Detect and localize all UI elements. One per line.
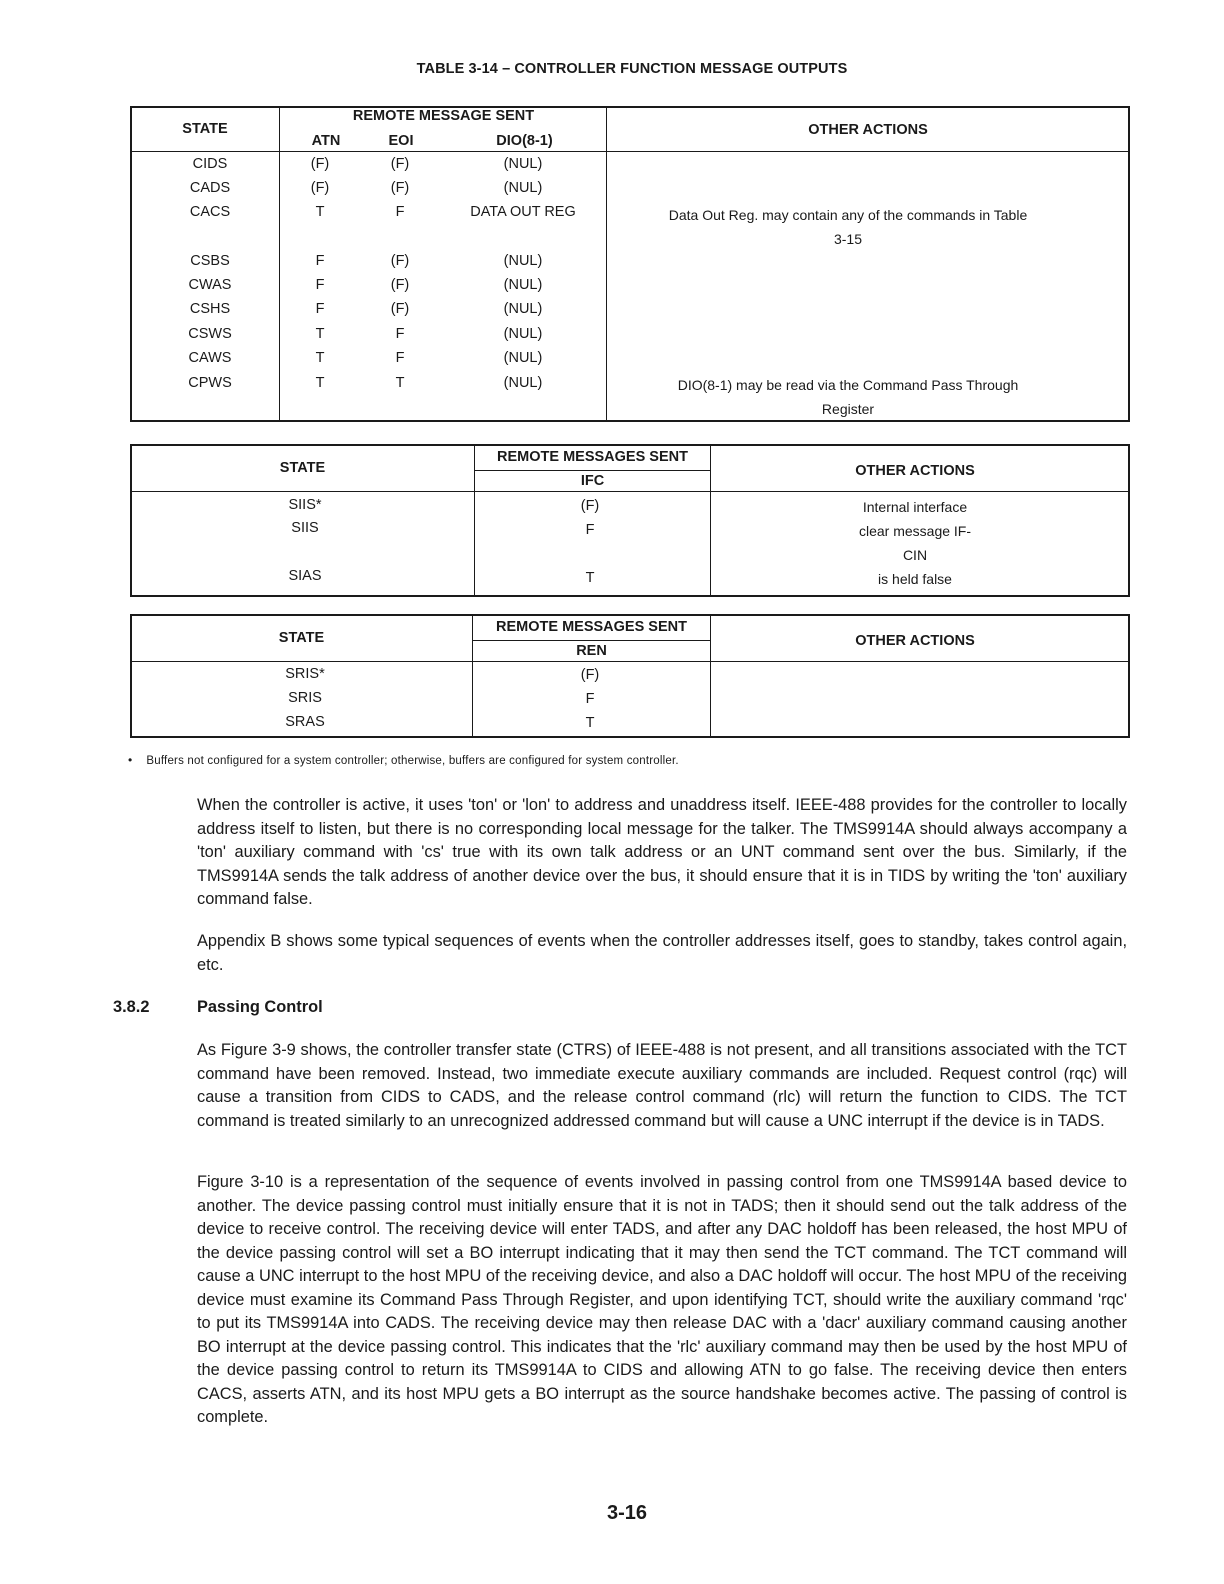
table-1-action-text: Data Out Reg. may contain any of the commands in Table bbox=[668, 207, 1028, 223]
table-2-state-cell: SIIS* bbox=[288, 497, 322, 513]
footnote-marker: • bbox=[128, 753, 133, 767]
table-3-subheader-rule bbox=[473, 640, 710, 641]
table-1-atn-cell: (F) bbox=[310, 180, 330, 196]
table-3-ren-cell: T bbox=[585, 715, 595, 731]
table-1-divider bbox=[606, 107, 607, 421]
table-1-frame bbox=[130, 106, 1130, 422]
table-1-state-cell: CWAS bbox=[188, 277, 232, 293]
table-1-state-cell: CAWS bbox=[188, 350, 232, 366]
table-3-divider bbox=[710, 615, 711, 737]
table-1-divider bbox=[279, 107, 280, 421]
table-1-atn-cell: F bbox=[315, 301, 325, 317]
table-2-ifc-cell: T bbox=[585, 570, 595, 586]
table-1-eoi-cell: (F) bbox=[390, 253, 410, 269]
table-1-atn-header: ATN bbox=[311, 133, 341, 149]
table-2-remote-header: REMOTE MESSAGES SENT bbox=[497, 449, 688, 465]
table-1-dio-cell: DATA OUT REG bbox=[470, 204, 576, 220]
table-1-eoi-cell: (F) bbox=[390, 277, 410, 293]
table-title: TABLE 3-14 – CONTROLLER FUNCTION MESSAGE OUTPUTS bbox=[416, 61, 848, 77]
table-1-state-header: STATE bbox=[182, 121, 228, 137]
table-3-state-cell: SRAS bbox=[285, 714, 325, 730]
table-2-ifc-cell: F bbox=[585, 522, 595, 538]
table-1-eoi-cell: F bbox=[395, 350, 405, 366]
table-1-eoi-header: EOI bbox=[388, 133, 414, 149]
table-1-dio-cell: (NUL) bbox=[503, 301, 543, 317]
paragraph: Appendix B shows some typical sequences of events when the controller addresses itself, goes to standby, takes control again, etc. bbox=[197, 932, 1127, 974]
table-3-state-header: STATE bbox=[278, 630, 325, 646]
table-1-dio-cell: (NUL) bbox=[503, 326, 543, 342]
paragraph: As Figure 3-9 shows, the controller transfer state (CTRS) of IEEE-488 is not present, and all transitions associated with the TCT command have been removed. Instead, two immediate execute auxiliary commands are included. Request control (rqc) will cause a transition from CIDS to CADS, and the release control command (rlc) will return the function to CIDS. The TCT command is treated similarly to an unrecognized addressed command but will cause a UNC interrupt if the device is in TADS. bbox=[197, 1041, 1127, 1130]
section-title: Passing Control bbox=[197, 998, 323, 1016]
table-2-divider bbox=[474, 445, 475, 596]
table-1-header-rule bbox=[131, 151, 1129, 152]
table-2-other-actions-header: OTHER ACTIONS bbox=[855, 463, 975, 479]
paragraph: Figure 3-10 is a representation of the sequence of events involved in passing control from one TMS9914A based device to another. The device passing control must initially ensure that it is not in TADS; then it should send out the talk address of the device to receive control. The receiving device will enter TADS, and after any DAC holdoff has been released, the host MPU of the device passing control will set a BO interrupt indicating that it may then send the TCT command. The TCT command will cause a UNC interrupt to the host MPU of the receiving device, and also a DAC holdoff will occur. The host MPU of the receiving device must examine its Command Pass Through Register, and upon identifying TCT, should write the auxiliary command 'rqc' to put its TMS9914A into CADS. The receiving device may then release DAC with a 'dacr' auxiliary command causing another BO interrupt at the device passing control. This indicates that the 'rlc' auxiliary command may then be used by the host MPU of the device passing control to return its TMS9914A to CIDS and allowing ATN to go false. The receiving device then enters CACS, asserts ATN, and its host MPU gets a BO interrupt as the source handshake becomes active. The passing of control is complete. bbox=[197, 1173, 1127, 1426]
table-1-state-cell: CSBS bbox=[190, 253, 230, 269]
table-1-state-cell: CIDS bbox=[192, 156, 228, 172]
table-1-eoi-cell: T bbox=[395, 375, 405, 391]
table-1-other-actions-header: OTHER ACTIONS bbox=[808, 122, 928, 138]
table-1-atn-cell: F bbox=[315, 277, 325, 293]
table-3-divider bbox=[472, 615, 473, 737]
table-1-dio-cell: (NUL) bbox=[503, 253, 543, 269]
table-3-header-rule bbox=[131, 661, 1129, 662]
table-1-dio-cell: (NUL) bbox=[503, 180, 543, 196]
footnote bbox=[128, 753, 679, 767]
table-1-eoi-cell: F bbox=[395, 326, 405, 342]
table-1-state-cell: CADS bbox=[189, 180, 231, 196]
table-2-ifc-cell: (F) bbox=[580, 498, 600, 514]
table-2-state-header: STATE bbox=[279, 460, 326, 476]
table-2-divider bbox=[710, 445, 711, 596]
table-1-atn-cell: (F) bbox=[310, 156, 330, 172]
table-1-eoi-cell: (F) bbox=[390, 301, 410, 317]
table-1-atn-cell: T bbox=[315, 204, 325, 220]
table-1-state-cell: CPWS bbox=[188, 375, 232, 391]
section-number: 3.8.2 bbox=[113, 998, 150, 1016]
table-1-dio-cell: (NUL) bbox=[503, 350, 543, 366]
table-2-subheader-rule bbox=[475, 470, 710, 471]
table-1-dio-cell: (NUL) bbox=[503, 277, 543, 293]
table-3-ren-header: REN bbox=[576, 643, 607, 659]
table-2-action-text: CIN bbox=[902, 547, 928, 563]
page-number: 3-16 bbox=[606, 1502, 648, 1524]
table-1-eoi-cell: (F) bbox=[390, 156, 410, 172]
table-2-header-rule bbox=[131, 491, 1129, 492]
table-1-state-cell: CACS bbox=[189, 204, 231, 220]
table-1-atn-cell: F bbox=[315, 253, 325, 269]
table-1-action-text: DIO(8-1) may be read via the Command Pass Through bbox=[677, 377, 1019, 393]
table-2-state-cell: SIIS bbox=[291, 520, 319, 536]
table-2-action-text: Internal interface bbox=[862, 499, 968, 515]
table-1-atn-cell: T bbox=[315, 350, 325, 366]
table-3-ren-cell: (F) bbox=[580, 667, 600, 683]
table-3-remote-header: REMOTE MESSAGES SENT bbox=[496, 619, 687, 635]
table-2-action-text: is held false bbox=[878, 571, 952, 587]
table-3-state-cell: SRIS bbox=[288, 690, 322, 706]
table-1-eoi-cell: (F) bbox=[390, 180, 410, 196]
table-2-state-cell: SIAS bbox=[288, 568, 322, 584]
table-1-atn-cell: T bbox=[315, 326, 325, 342]
table-1-action-text: 3-15 bbox=[833, 231, 863, 247]
table-1-atn-cell: T bbox=[315, 375, 325, 391]
table-2-action-text: clear message IF- bbox=[858, 523, 972, 539]
table-1-state-cell: CSWS bbox=[188, 326, 232, 342]
table-1-state-cell: CSHS bbox=[189, 301, 231, 317]
paragraph: When the controller is active, it uses 'ton' or 'lon' to address and unaddress itself. IEEE-488 provides for the controller to locally address itself to listen, but there is no corresponding local message for the talker. The TMS9914A should always accompany a 'ton' auxiliary command with 'cs' true with its own talk address or an UNT command sent over the bus. Similarly, if the TMS9914A sends the talk address of another device over the bus, it should ensure that it is in TIDS by writing the 'ton' auxiliary command false. bbox=[197, 796, 1127, 908]
table-3-state-cell: SRIS* bbox=[285, 666, 325, 682]
table-3-ren-cell: F bbox=[585, 691, 595, 707]
table-1-dio-cell: (NUL) bbox=[503, 156, 543, 172]
table-1-dio-header: DIO(8-1) bbox=[496, 133, 553, 149]
footnote-text: Buffers not configured for a system controller; otherwise, buffers are configured for system controller. bbox=[146, 755, 679, 767]
table-2-ifc-header: IFC bbox=[580, 473, 605, 489]
table-1-remote-header: REMOTE MESSAGE SENT bbox=[352, 108, 535, 124]
table-1-action-text: Register bbox=[821, 401, 875, 417]
table-3-other-actions-header: OTHER ACTIONS bbox=[855, 633, 975, 649]
table-1-eoi-cell: F bbox=[395, 204, 405, 220]
table-1-dio-cell: (NUL) bbox=[503, 375, 543, 391]
